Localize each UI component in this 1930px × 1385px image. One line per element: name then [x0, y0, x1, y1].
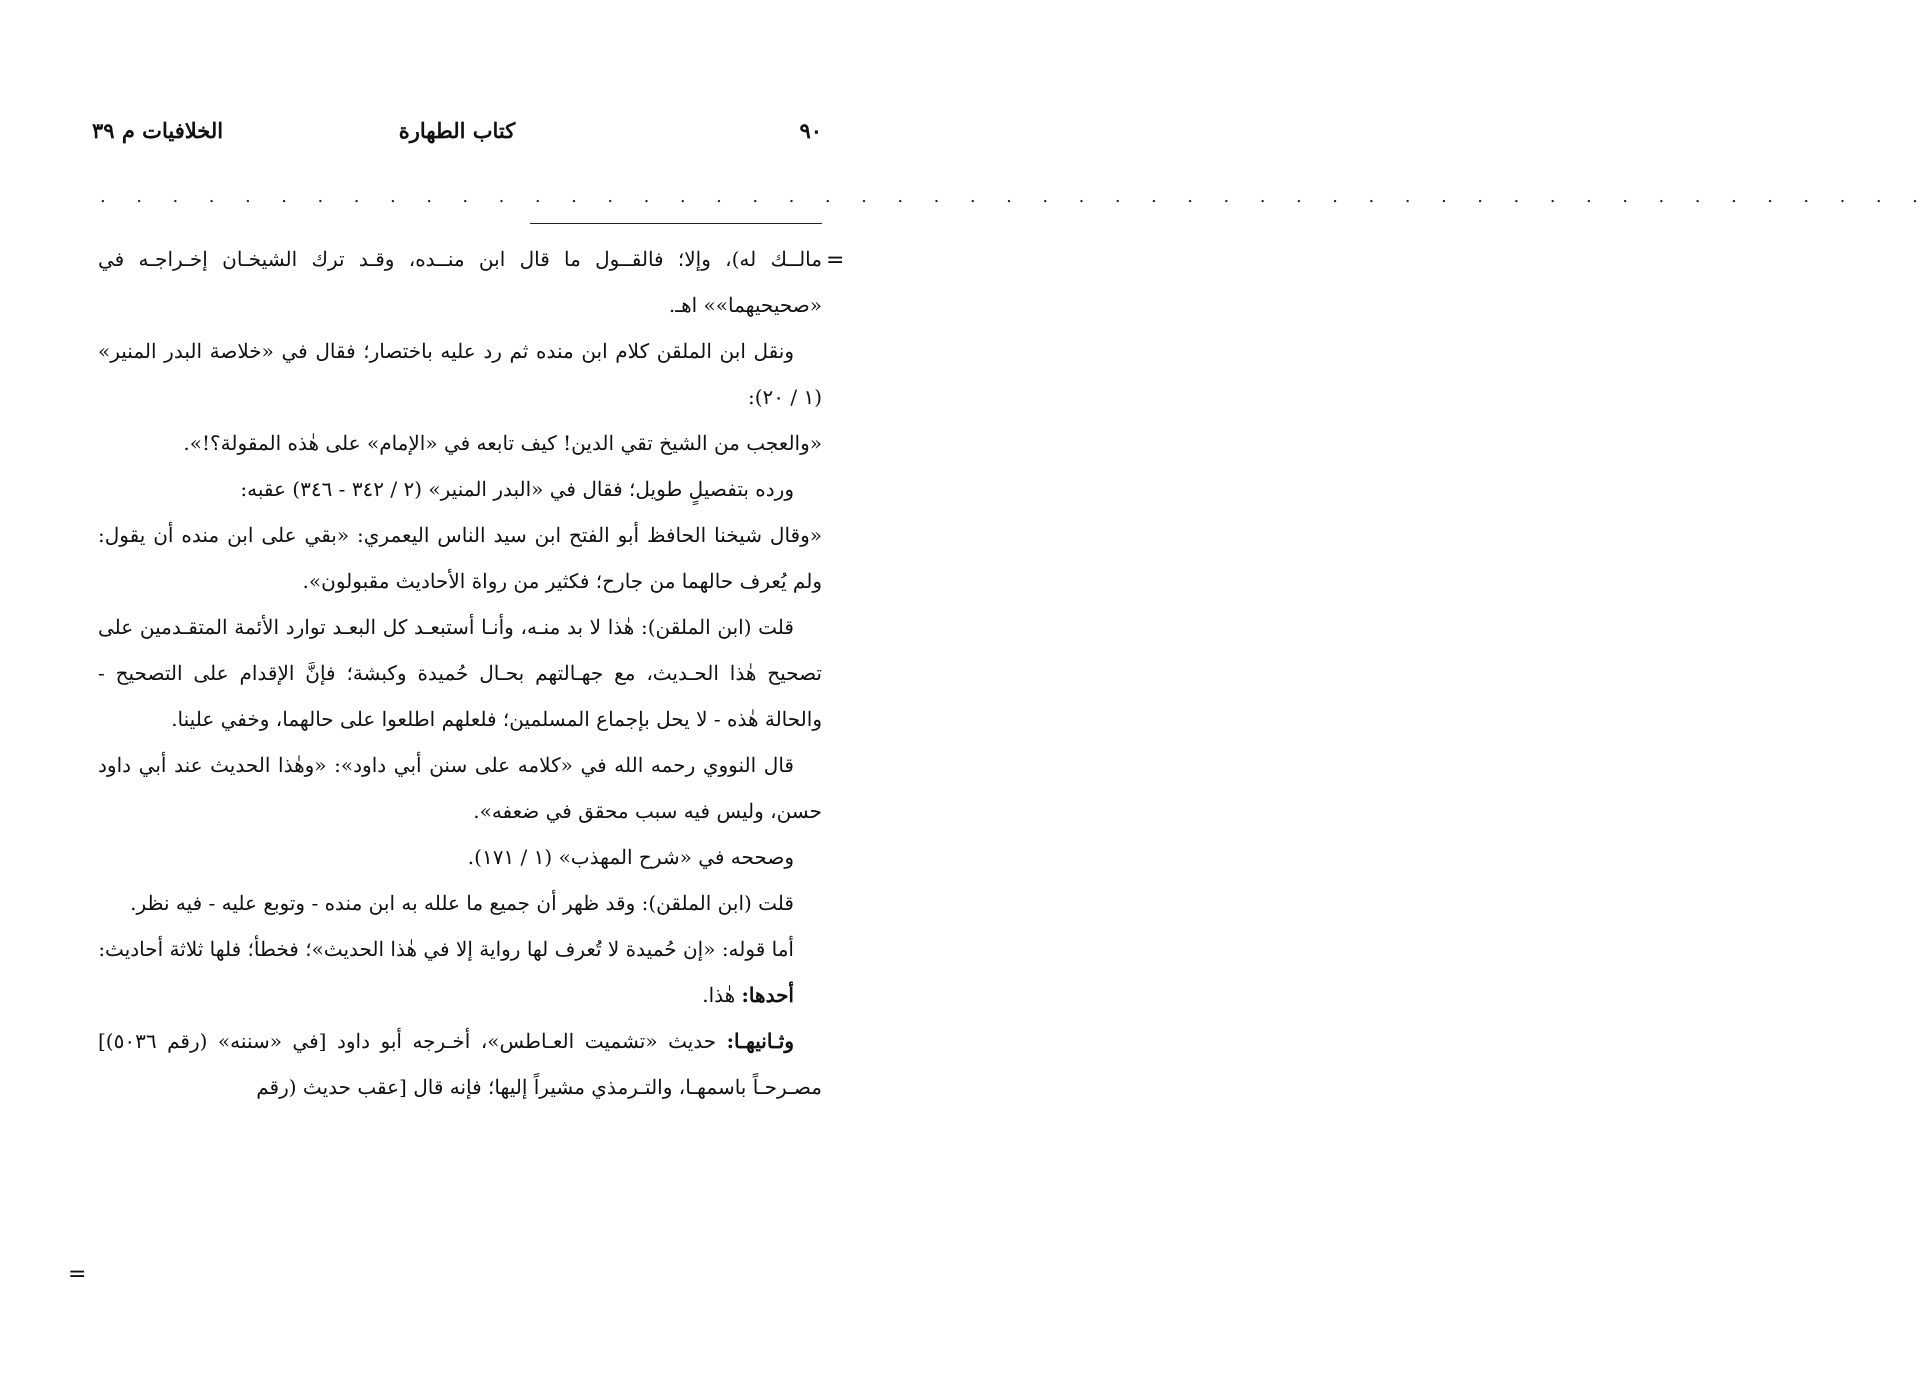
footnote-text [98, 236, 822, 1110]
page-number: ٩٠ [799, 118, 822, 143]
dotted-separator: . . . . . . . . . . . . . . . . . . . . . . . . . . . . . . . . . . . . . . . . . . . . . . . . . . . [100, 186, 1930, 207]
paragraph [98, 972, 822, 1018]
continuation-mark-end: = [68, 1262, 87, 1287]
paragraph: ورده بتفصيلٍ طويل؛ فقال في «البدر المنير» (٢ / ٣٤٢ - ٣٤٦) عقبه: [240, 477, 794, 501]
paragraph: «والعجب من الشيخ تقي الدين! كيف تابعه في «الإمام» على هٰذه المقولة؟!». [183, 431, 822, 455]
chapter-title: كتاب الطهارة [398, 118, 516, 143]
paragraph: ونقل ابن الملقن كلام ابن منده ثم رد عليه باختصار؛ فقال في «خلاصة البدر المنير» (١ / ٢٠): [98, 339, 822, 409]
paragraph: قال النووي رحمه الله في «كلامه على سنن أبي داود»: «وهٰذا الحديث عند أبي داود حسن، وليس فيه سبب محقق في ضعفه». [98, 753, 822, 823]
paragraph [98, 1018, 822, 1110]
paragraph: مالــك له)، وإلا؛ فالقــول ما قال ابن منــده، وقـد ترك الشيخـان إخـراجـه في «صحيحيهما»» اهـ. [98, 247, 822, 317]
item-text: هٰذا. [702, 983, 736, 1007]
item-text: حديث «تشميت العـاطس»، أخـرجه أبو داود [في «سننه» (رقم ٥٠٣٦)] مصـرحـاً باسمهـا، والتـرمذي مشيراً إليها؛ فإنه قال [عقب حديث (رقم [98, 1029, 822, 1099]
paragraph: قلت (ابن الملقن): وقد ظهر أن جميع ما علله به ابن منده - وتوبع عليه - فيه نظر. [130, 891, 794, 915]
paragraph: «وقال شيخنا الحافظ أبو الفتح ابن سيد الناس اليعمري: «بقي على ابن منده أن يقول: ولم يُعرف حالهما من جارح؛ فكثير من رواة الأحاديث مقبولون». [98, 523, 822, 593]
page-header [92, 118, 822, 158]
paragraph: وصححه في «شرح المهذب» (١ / ١٧١). [467, 845, 794, 869]
footnote-rule [530, 223, 822, 224]
paragraph: أما قوله: «إن حُميدة لا تُعرف لها رواية إلا في هٰذا الحديث»؛ فخطأ؛ فلها ثلاثة أحاديث: [98, 937, 794, 961]
paragraph: قلت (ابن الملقن): هٰذا لا بد منـه، وأنـا أستبعـد كل البعـد توارد الأئمة المتقـدمين على تصحيح هٰذا الحـديث، مع جهـالتهم بحـال حُميدة وكبشة؛ فإنَّ الإقدام على التصحيح - والحالة هٰذه - لا يحل بإجماع المسلمين؛ فلعلهم اطلعوا على حالهما، وخفي علينا. [98, 615, 822, 731]
running-title: الخلافيات م ٣٩ [92, 118, 224, 143]
item-label: وثـانيهـا: [726, 1029, 794, 1053]
item-label: أحدها: [741, 983, 794, 1007]
continuation-mark-start: = [826, 248, 845, 273]
